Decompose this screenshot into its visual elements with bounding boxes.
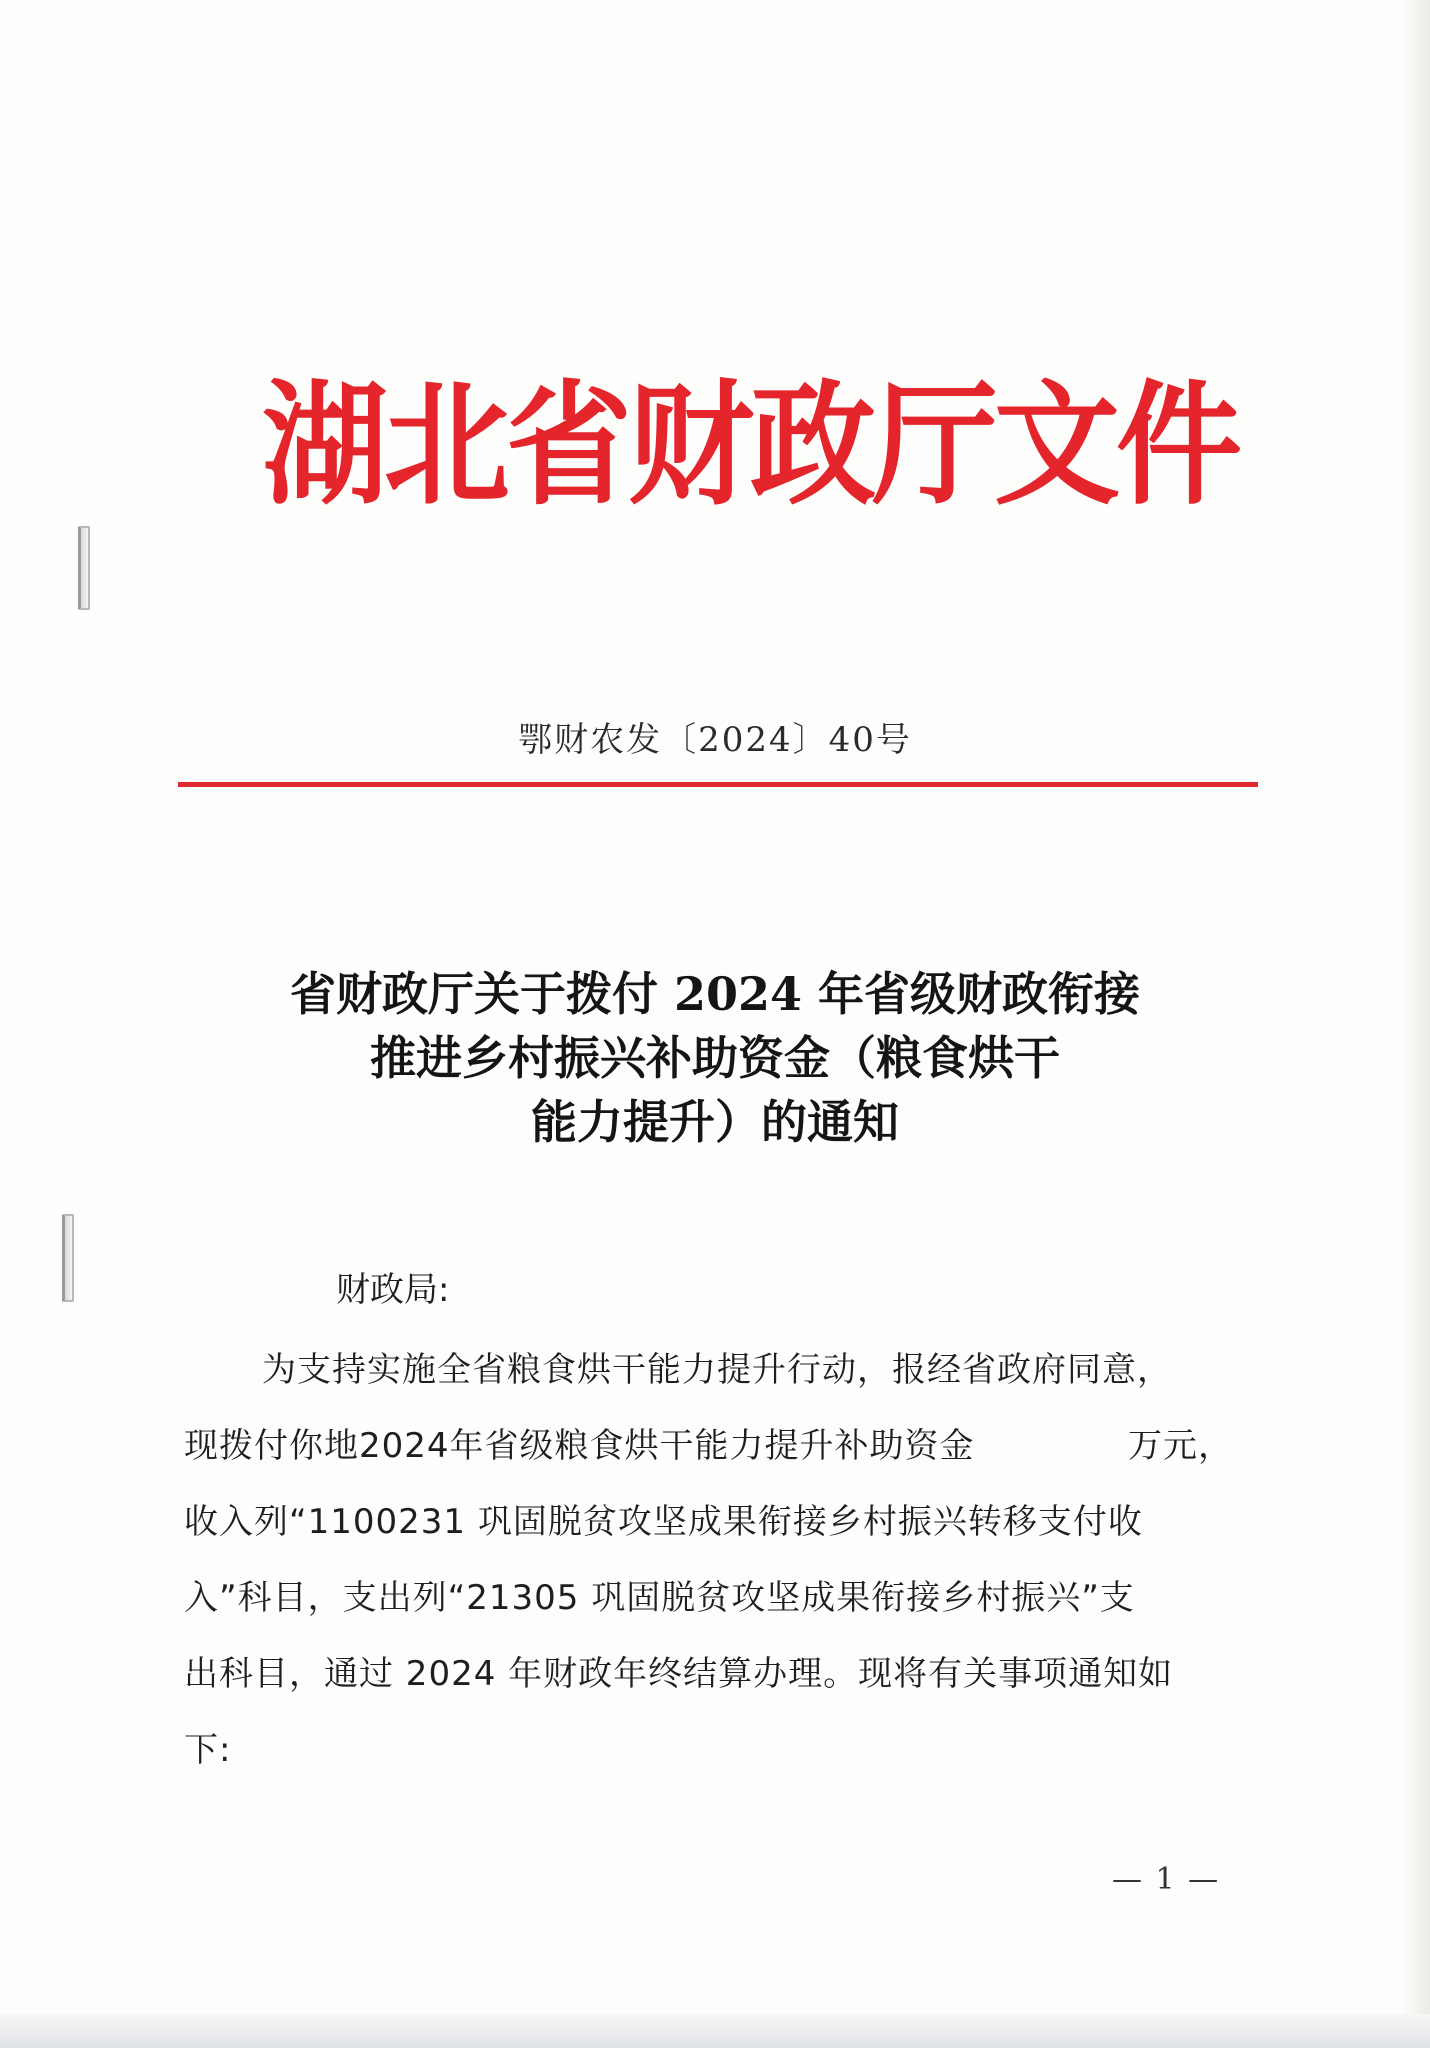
staple-icon — [62, 1214, 74, 1302]
body-line: 下: — [184, 1730, 232, 1770]
salutation: 财政局: — [336, 1270, 450, 1310]
red-divider-line — [178, 782, 1258, 787]
body-line: 入”科目，支出列“21305 巩固脱贫攻坚成果衔接乡村振兴”支 — [184, 1578, 1135, 1618]
title-line: 推进乡村振兴补助资金（粮食烘干 — [370, 1031, 1060, 1085]
body-line: 为支持实施全省粮食烘干能力提升行动，报经省政府同意， — [262, 1350, 1172, 1390]
document-number: 鄂财农发〔2024〕40号 — [518, 720, 912, 760]
amount-unit: 万元， — [1128, 1426, 1233, 1466]
body-line: 出科目，通过 2024 年财政年终结算办理。现将有关事项通知如 — [184, 1654, 1174, 1694]
paper-bottom-edge — [0, 2014, 1430, 2048]
body-line: 收入列“1100231 巩固脱贫攻坚成果衔接乡村振兴转移支付收 — [184, 1502, 1143, 1542]
body-line: 现拨付你地2024年省级粮食烘干能力提升补助资金 — [184, 1426, 975, 1466]
staple-icon — [78, 526, 90, 610]
page-number: — 1 — — [1112, 1862, 1221, 1897]
title-line: 能力提升）的通知 — [531, 1095, 899, 1149]
notice-title — [0, 962, 1430, 1154]
document-masthead: 湖北省财政厅文件 — [262, 366, 1238, 524]
title-line: 省财政厅关于拨付 2024 年省级财政衔接 — [289, 967, 1141, 1021]
